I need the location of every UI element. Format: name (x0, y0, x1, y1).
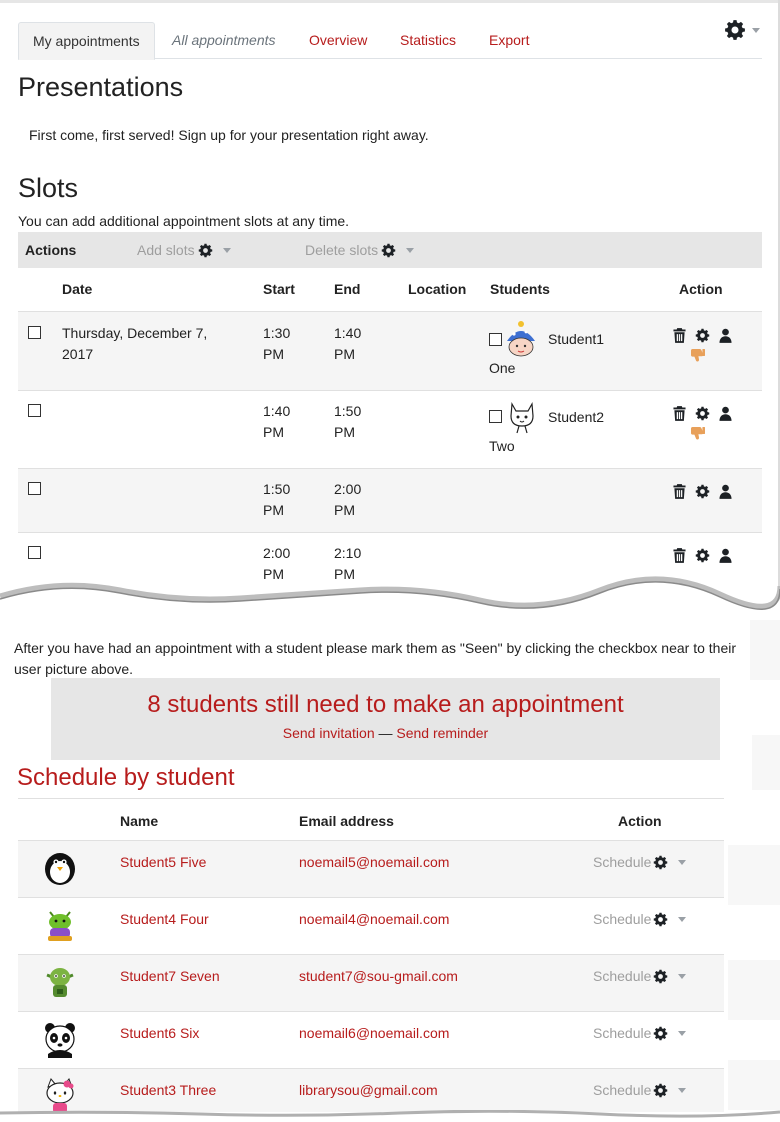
slot-start: 1:50 PM (263, 481, 291, 518)
student-row (18, 897, 724, 954)
slot-end: 2:10 PM (334, 545, 362, 582)
student-row (18, 954, 724, 1011)
slot-row (18, 311, 762, 390)
pending-count-message: 8 students still need to make an appointment (147, 691, 624, 718)
slot-select-checkbox[interactable] (28, 482, 41, 495)
student-row (18, 1068, 724, 1112)
schedule-dropdown[interactable] (593, 854, 686, 870)
intro-text: First come, first served! Sign up for your presentation right away. (29, 127, 429, 143)
trash-icon[interactable] (673, 548, 686, 563)
tab-overview[interactable]: Overview (309, 32, 368, 48)
slot-actions (673, 484, 732, 499)
slots-heading: Slots (18, 173, 79, 203)
chevron-down-icon (678, 1088, 686, 1093)
col-end: End (334, 281, 361, 297)
slot-select-checkbox[interactable] (28, 546, 41, 559)
chevron-down-icon (223, 248, 231, 253)
col-name: Name (120, 813, 159, 829)
schedule-dropdown[interactable] (593, 1082, 686, 1098)
penguin-avatar (42, 849, 78, 887)
schedule-label: Schedule (593, 1025, 652, 1041)
student-email-link[interactable]: noemail5@noemail.com (299, 854, 450, 870)
chevron-down-icon (678, 974, 686, 979)
gear-icon (381, 243, 396, 258)
gear-icon[interactable] (695, 548, 710, 563)
gear-icon (653, 1083, 668, 1098)
links-separator: — (378, 725, 393, 741)
slot-end: 2:00 PM (334, 481, 362, 518)
slot-actions (673, 406, 732, 421)
slot-actions (673, 328, 732, 343)
col-action: Action (618, 813, 662, 829)
slot-row (18, 468, 762, 532)
tab-statistics[interactable]: Statistics (400, 32, 457, 48)
student-table-header (18, 798, 724, 840)
actions-label: Actions (25, 242, 77, 258)
slot-table-header (18, 268, 762, 312)
actions-bar (18, 232, 762, 268)
student-email-link[interactable]: noemail4@noemail.com (299, 911, 450, 927)
slot-select-checkbox[interactable] (28, 326, 41, 339)
schedule-by-student-heading: Schedule by student (17, 764, 235, 791)
user-icon[interactable] (719, 406, 732, 421)
send-reminder-link[interactable]: Send reminder (396, 725, 489, 741)
tab-my-appointments[interactable]: My appointments (18, 22, 155, 60)
delete-slots-dropdown[interactable] (305, 242, 414, 258)
delete-slots-label: Delete slots (305, 242, 379, 258)
panda-avatar (42, 1020, 78, 1058)
bottom-torn-edge (0, 1110, 780, 1122)
student-row (18, 1011, 724, 1068)
col-action: Action (679, 281, 723, 297)
student-row (18, 840, 724, 897)
gear-icon[interactable] (695, 406, 710, 421)
student-last-name-link[interactable]: One (489, 360, 516, 376)
trash-icon[interactable] (673, 484, 686, 499)
student-email-link[interactable]: librarysou@gmail.com (299, 1082, 438, 1098)
slot-row (18, 390, 762, 468)
slot-start: 2:00 PM (263, 545, 291, 582)
add-slots-dropdown[interactable] (137, 242, 231, 258)
student-email-link[interactable]: student7@sou-gmail.com (299, 968, 458, 984)
student-name-link[interactable]: Student4 Four (120, 911, 209, 927)
gear-icon (653, 969, 668, 984)
tab-export[interactable]: Export (489, 32, 530, 48)
top-border (0, 0, 780, 3)
seen-checkbox[interactable] (489, 410, 502, 423)
background-fragment (750, 620, 780, 680)
chevron-down-icon (752, 28, 760, 33)
send-invitation-link[interactable]: Send invitation (282, 725, 375, 741)
background-fragment (728, 1060, 780, 1110)
col-email: Email address (299, 813, 394, 829)
gear-icon[interactable] (695, 328, 710, 343)
schedule-dropdown[interactable] (593, 911, 686, 927)
schedule-label: Schedule (593, 968, 652, 984)
seen-instructions: After you have had an appointment with a student please mark them as "Seen" by clicking the checkbox near to their user picture above. (14, 640, 737, 677)
background-fragment (752, 735, 780, 790)
chevron-down-icon (406, 248, 414, 253)
gear-icon[interactable] (695, 484, 710, 499)
slot-start: 1:30 PM (263, 325, 291, 362)
add-slots-label: Add slots (137, 242, 195, 258)
col-start: Start (263, 281, 295, 297)
green-alien-avatar (42, 963, 78, 1001)
gear-icon (653, 912, 668, 927)
schedule-dropdown[interactable] (593, 968, 686, 984)
gear-icon (653, 855, 668, 870)
user-icon[interactable] (719, 328, 732, 343)
gear-icon (198, 243, 213, 258)
cat-avatar (506, 400, 538, 434)
student-first-name-link[interactable]: Student1 (548, 331, 605, 347)
chevron-down-icon (678, 860, 686, 865)
slot-actions (673, 548, 732, 563)
col-students: Students (490, 281, 550, 297)
nav-tabs (18, 22, 762, 59)
trash-icon[interactable] (673, 406, 686, 421)
schedule-label: Schedule (593, 854, 652, 870)
student-first-name-link[interactable]: Student2 (548, 409, 605, 425)
student-name-link[interactable]: Student6 Six (120, 1025, 200, 1041)
green-creature-avatar (42, 906, 78, 944)
torn-edge-separator (0, 568, 780, 628)
seen-checkbox[interactable] (489, 333, 502, 346)
schedule-label: Schedule (593, 911, 652, 927)
student-name-link[interactable]: Student7 Seven (120, 968, 220, 984)
col-date: Date (62, 281, 93, 297)
thumbs-down-icon[interactable] (690, 426, 706, 442)
slot-select-checkbox[interactable] (28, 404, 41, 417)
user-icon[interactable] (719, 548, 732, 563)
schedule-dropdown[interactable] (593, 1025, 686, 1041)
page-title: Presentations (18, 72, 184, 102)
gear-icon (653, 1026, 668, 1041)
user-icon[interactable] (719, 484, 732, 499)
slot-start: 1:40 PM (263, 403, 291, 440)
slot-date: Thursday, December 7, 2017 (62, 325, 208, 362)
background-fragment (728, 960, 780, 1020)
gear-icon (724, 19, 746, 41)
chevron-down-icon (678, 917, 686, 922)
chevron-down-icon (678, 1031, 686, 1036)
settings-menu[interactable] (724, 18, 770, 42)
student-name-link[interactable]: Student3 Three (120, 1082, 217, 1098)
student-last-name-link[interactable]: Two (489, 438, 515, 454)
students-pending-box (51, 678, 720, 760)
invite-links (51, 725, 720, 741)
student-email-link[interactable]: noemail6@noemail.com (299, 1025, 450, 1041)
slot-end: 1:40 PM (334, 325, 362, 362)
wizard-avatar (504, 321, 538, 357)
trash-icon[interactable] (673, 328, 686, 343)
slot-end: 1:50 PM (334, 403, 362, 440)
student-name-link[interactable]: Student5 Five (120, 854, 207, 870)
background-fragment (728, 845, 780, 905)
thumbs-down-icon[interactable] (690, 348, 706, 364)
tab-all-appointments[interactable]: All appointments (172, 32, 276, 48)
add-slots-note: You can add additional appointment slots at any time. (18, 213, 350, 229)
col-location: Location (408, 281, 467, 297)
schedule-label: Schedule (593, 1082, 652, 1098)
